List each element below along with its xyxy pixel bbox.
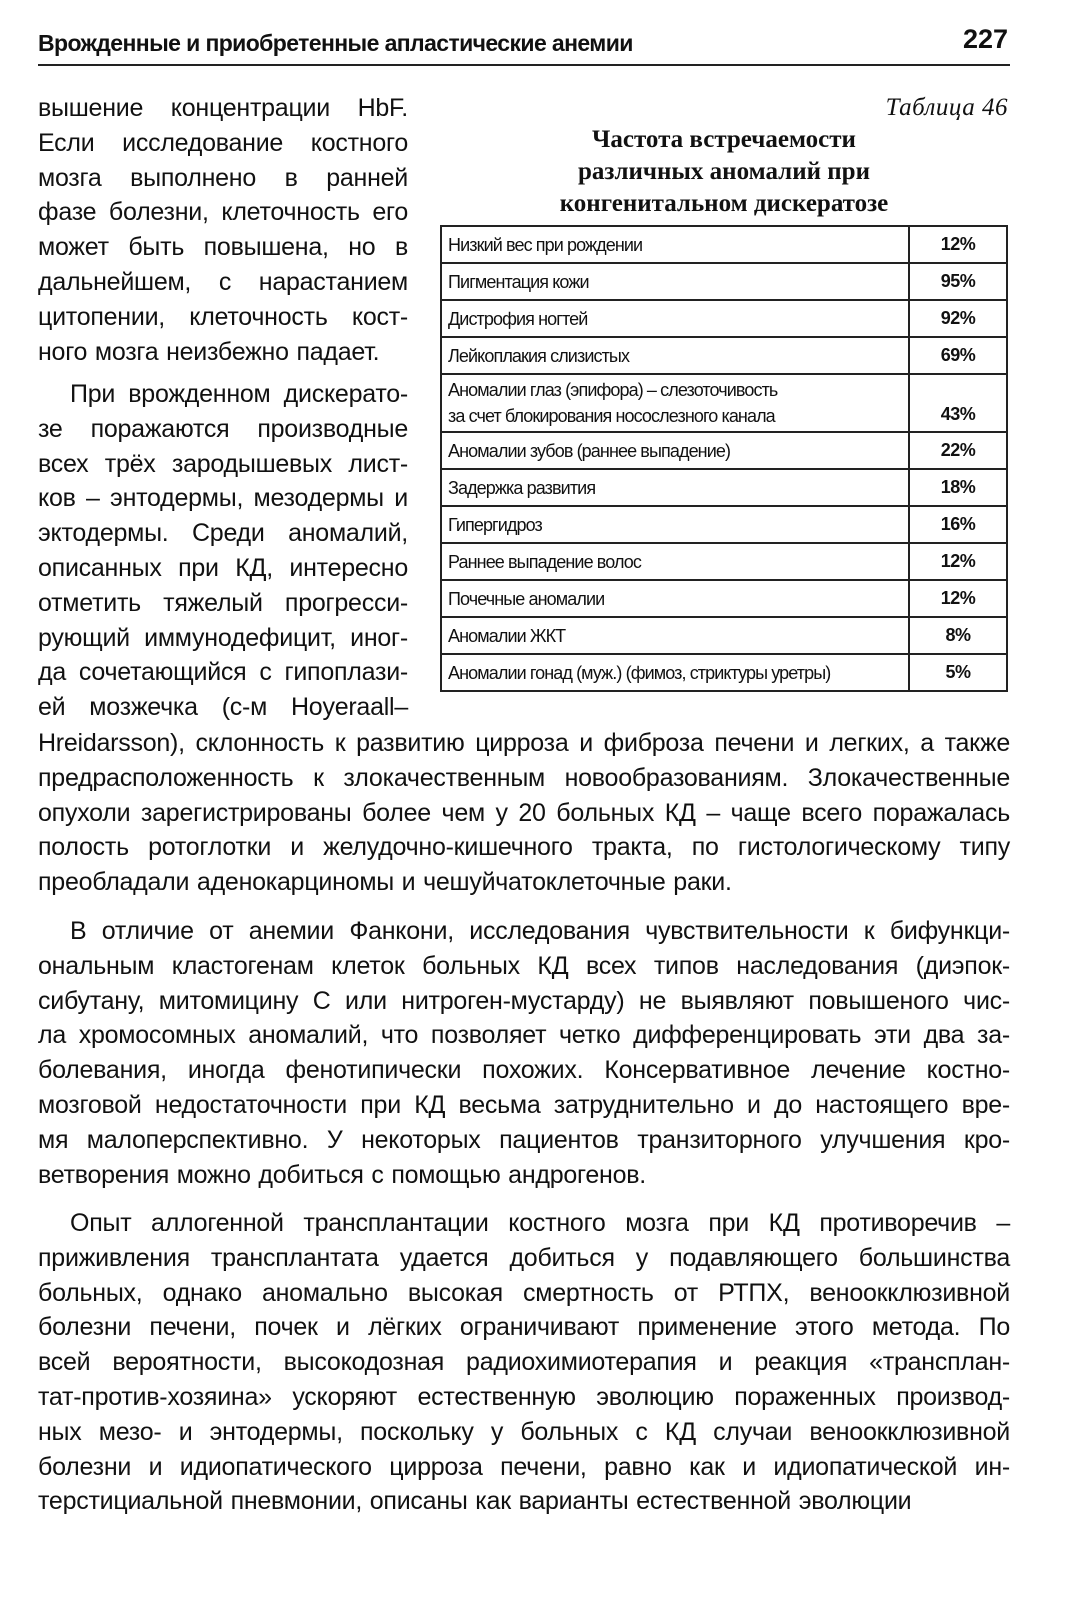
anomaly-name-cell: Дистрофия ногтей [441,300,909,337]
text-line: В отличие от анемии Фанкони, исследования чувствительности к бифункци- [70,917,1010,945]
text-line: рующий иммунодефицит, иног- [38,623,408,652]
text-line: Hreidarsson), склонность к развитию цирроза и фиброза печени и легких, а также [38,729,1010,757]
anomaly-name-cell: Пигментация кожи [441,263,909,300]
text-line: ков – энтодермы, мезодермы и [38,484,408,513]
text-line: ветворения можно добиться с помощью андрогенов. [38,1160,646,1189]
text-line: ного мозга неизбежно падает. [38,337,380,366]
paragraph-hbf [38,91,408,369]
table-row [441,300,1007,337]
text-line: может быть повышена, но в [38,233,408,262]
table-row [441,654,1007,691]
table-row [441,374,1007,432]
table-caption [440,92,1008,220]
frequency-cell: 12% [909,543,1007,580]
table-row [441,506,1007,543]
text-line: мозговой недостаточности при КД весьма затруднительно и до настоящего вре- [38,1090,1010,1119]
page-header [38,20,1010,66]
anomaly-name-cell: Низкий вес при рождении [441,226,909,263]
text-line: Если исследование костного [38,128,408,157]
table-row [441,543,1007,580]
paragraph-dyskeratosis-narrow [38,377,408,725]
table-row [441,226,1007,263]
anomaly-name-line: Аномалии глаз (эпифора) – слезоточивость [448,380,778,400]
text-line: предрасположенность к злокачественным новообразованиям. Злокачественные [38,763,1010,792]
anomaly-name-cell [441,374,909,432]
table-title-line: различных аномалий при [578,158,870,185]
text-line: ей мозжечка (с-м Hoyeraall– [38,693,408,722]
anomaly-name-cell: Аномалии зубов (раннее выпадение) [441,432,909,469]
running-head-title: Врожденные и приобретенные апластические анемии [38,30,633,56]
anomaly-name-cell: Почечные аномалии [441,580,909,617]
text-line: зе поражаются производные [38,414,408,443]
table-row [441,580,1007,617]
text-line: тат-против-хозяина» ускоряют естественную эволюцию пораженных производ- [38,1382,1010,1411]
anomaly-name-cell: Раннее выпадение волос [441,543,909,580]
table-row [441,263,1007,300]
text-line: приживления трансплантата удается добиться у подавляющего большинства [38,1243,1010,1272]
frequency-cell: 5% [909,654,1007,691]
frequency-cell: 12% [909,226,1007,263]
text-line: всех трёх зародышевых лист- [38,449,408,478]
text-line: болезни печени, почек и лёгких ограничивают применение этого метода. По [38,1313,1010,1342]
anomaly-name-cell: Задержка развития [441,469,909,506]
text-line: цитопении, клеточность кост- [38,302,408,331]
table-row [441,469,1007,506]
table-row [441,617,1007,654]
page-number: 227 [962,24,1008,54]
frequency-cell: 43% [909,374,1007,432]
table-title [440,124,1008,220]
text-line: мя малоперспективно. У некоторых пациентов транзиторного улучшения кро- [38,1125,1010,1154]
frequency-cell: 95% [909,263,1007,300]
text-line: опухоли зарегистрированы более чем у 20 больных КД – чаще всего поражалась [38,798,1010,827]
paragraph-dyskeratosis-continued [38,726,1010,900]
text-line: ональным кластогенам клеток больных КД всех типов наследования (диэпок- [38,951,1010,980]
text-line: отметить тяжелый прогресси- [38,588,408,617]
text-line: больных, однако аномально высокая смертность от РТПХ, веноокклюзивной [38,1278,1010,1307]
anomaly-name-cell: Гипергидроз [441,506,909,543]
text-line: описанных при КД, интересно [38,553,408,582]
text-line: полость ротоглотки и желудочно-кишечного тракта, по гистологическому типу [38,833,1010,862]
frequency-cell: 69% [909,337,1007,374]
anomalies-frequency-table [440,225,1008,692]
text-line: ла хромосомных аномалий, что позволяет четко дифференцировать эти два за- [38,1021,1010,1050]
table-number: Таблица 46 [885,94,1008,121]
text-line: фазе болезни, клеточность его [38,198,408,227]
frequency-cell: 12% [909,580,1007,617]
frequency-cell: 16% [909,506,1007,543]
frequency-cell: 8% [909,617,1007,654]
frequency-cell: 18% [909,469,1007,506]
table-title-line: Частота встречаемости [592,126,856,153]
text-line: мозга выполнено в ранней [38,163,408,192]
text-line: сибутану, митомицину С или нитроген-мустарду) не выявляют повышеного чис- [38,986,1010,1015]
text-line: терстициальной пневмонии, описаны как варианты естественной эволюции [38,1487,912,1516]
text-line: болевания, иногда фенотипически похожих. Консервативное лечение костно- [38,1056,1010,1085]
frequency-cell: 92% [909,300,1007,337]
table-row [441,337,1007,374]
text-line: вышение концентрации HbF. [38,94,408,122]
anomaly-name-line: за счет блокирования носослезного канала [448,406,775,426]
text-line: ных мезо- и энтодермы, поскольку у больных с КД случаи веноокклюзивной [38,1417,1010,1446]
anomaly-name-cell: Аномалии ЖКТ [441,617,909,654]
text-line: эктодермы. Среди аномалий, [38,519,408,548]
anomaly-name-cell: Лейкоплакия слизистых [441,337,909,374]
text-line: да сочетающийся с гипоплази- [38,658,408,687]
paragraph-fanconi-comparison [38,914,1010,1192]
text-line: преобладали аденокарциномы и чешуйчатоклеточные раки. [38,868,732,897]
text-line: всей вероятности, высокодозная радиохимиотерапия и реакция «трансплан- [38,1348,1010,1377]
text-line: При врожденном дискерато- [70,380,408,408]
anomaly-name-cell: Аномалии гонад (муж.) (фимоз, стриктуры уретры) [441,654,909,691]
table-title-line: конгенитальном дискератозе [559,190,889,217]
text-line: дальнейшем, с нарастанием [38,267,408,296]
table-row [441,432,1007,469]
text-line: болезни и идиопатического цирроза печени, равно как и идиопатической ин- [38,1452,1010,1481]
text-line: Опыт аллогенной трансплантации костного мозга при КД противоречив – [70,1209,1010,1237]
frequency-cell: 22% [909,432,1007,469]
paragraph-transplantation [38,1206,1010,1519]
